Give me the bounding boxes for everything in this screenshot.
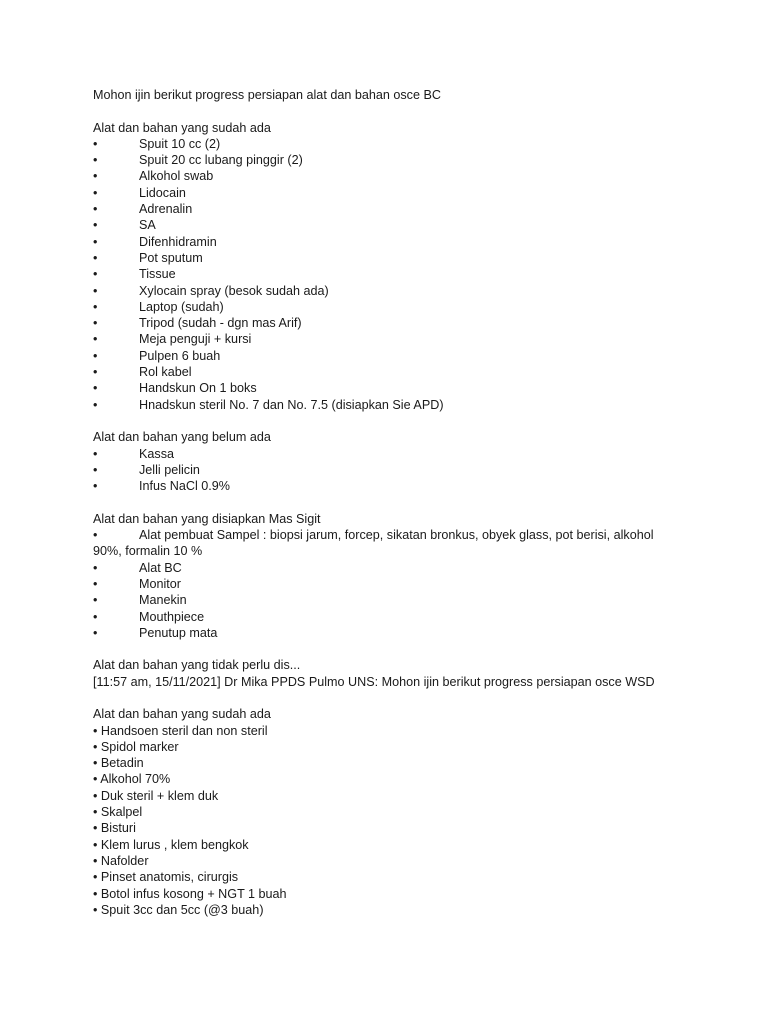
section-heading-mas-sigit: Alat dan bahan yang disiapkan Mas Sigit xyxy=(93,511,321,526)
list-item xyxy=(93,217,683,233)
list-item xyxy=(93,234,683,250)
bullet-glyph: • xyxy=(93,299,98,314)
bullet-glyph: • xyxy=(93,185,98,200)
list-item: • Duk steril + klem duk xyxy=(93,788,219,803)
list-item: • Betadin xyxy=(93,756,144,771)
list-item xyxy=(93,560,683,576)
list-item-text: Handskun On 1 boks xyxy=(139,381,257,396)
list-item-text: Adrenalin xyxy=(139,202,193,217)
list-item: • Pinset anatomis, cirurgis xyxy=(93,870,239,885)
bullet-glyph: • xyxy=(93,479,98,494)
list-item-text: Alkohol swab xyxy=(139,169,214,184)
intro-line: Mohon ijin berikut progress persiapan alat dan bahan osce BC xyxy=(93,88,441,102)
list-item: • Botol infus kosong + NGT 1 buah xyxy=(93,886,287,901)
list-item xyxy=(93,136,683,152)
list-item-text: Penutup mata xyxy=(139,625,218,640)
list-item: • Klem lurus , klem bengkok xyxy=(93,837,249,852)
list-item-text: Lidocain xyxy=(139,185,186,200)
list-item: • Spuit 3cc dan 5cc (@3 buah) xyxy=(93,902,264,917)
list-item-text: Pulpen 6 buah xyxy=(139,348,221,363)
list-item-text: Rol kabel xyxy=(139,365,192,380)
bullet-glyph: • xyxy=(93,153,98,168)
list-item-text: Manekin xyxy=(139,593,187,608)
bullet-glyph: • xyxy=(93,625,98,640)
bullet-glyph: • xyxy=(93,234,98,249)
list-item xyxy=(93,446,683,462)
list-item xyxy=(93,625,683,641)
list-ready-bc xyxy=(93,136,683,413)
list-item-text: Alat pembuat Sampel : biopsi jarum, forcep, sikatan bronkus, obyek glass, pot berisi, alkohol xyxy=(139,528,654,543)
list-item xyxy=(93,348,683,364)
spacer xyxy=(93,690,683,706)
list-item xyxy=(93,609,683,625)
bullet-glyph: • xyxy=(93,462,98,477)
list-item: • Skalpel xyxy=(93,805,143,820)
list-item xyxy=(93,250,683,266)
truncated-line: Alat dan bahan yang tidak perlu dis... xyxy=(93,658,301,673)
list-item xyxy=(93,168,683,184)
list-item xyxy=(93,364,683,380)
bullet-glyph: • xyxy=(93,136,98,151)
bullet-glyph: • xyxy=(93,528,98,543)
bullet-glyph: • xyxy=(93,332,98,347)
bullet-glyph: • xyxy=(93,446,98,461)
list-item xyxy=(93,462,683,478)
list-item xyxy=(93,527,683,543)
list-item xyxy=(93,283,683,299)
list-item xyxy=(93,478,683,494)
document-content xyxy=(93,87,683,918)
list-wsd xyxy=(93,723,683,919)
list-item xyxy=(93,266,683,282)
list-item-text: Spuit 20 cc lubang pinggir (2) xyxy=(139,153,303,168)
bullet-glyph: • xyxy=(93,381,98,396)
bullet-glyph: • xyxy=(93,576,98,591)
list-item: • Nafolder xyxy=(93,853,149,868)
list-item-text: Xylocain spray (besok sudah ada) xyxy=(139,283,329,298)
list-item xyxy=(93,592,683,608)
list-mas-sigit xyxy=(93,560,683,641)
list-item-text: SA xyxy=(139,218,156,233)
section-heading-ready-bc: Alat dan bahan yang sudah ada xyxy=(93,120,271,135)
list-item-text: Tripod (sudah - dgn mas Arif) xyxy=(139,316,302,331)
list-item-text: Hnadskun steril No. 7 dan No. 7.5 (disiapkan Sie APD) xyxy=(139,397,444,412)
bullet-glyph: • xyxy=(93,348,98,363)
list-item-text: Meja penguji + kursi xyxy=(139,332,252,347)
message-line: [11:57 am, 15/11/2021] Dr Mika PPDS Pulmo UNS: Mohon ijin berikut progress persiapan osce WSD xyxy=(93,674,655,689)
list-item-text: Mouthpiece xyxy=(139,609,205,624)
list-item xyxy=(93,299,683,315)
list-item-continuation: 90%, formalin 10 % xyxy=(93,544,203,559)
list-item: • Spidol marker xyxy=(93,739,179,754)
list-item xyxy=(93,576,683,592)
list-item-text: Pot sputum xyxy=(139,250,203,265)
list-item-text: Infus NaCl 0.9% xyxy=(139,479,230,494)
bullet-glyph: • xyxy=(93,283,98,298)
bullet-glyph: • xyxy=(93,397,98,412)
list-item xyxy=(93,380,683,396)
bullet-glyph: • xyxy=(93,250,98,265)
list-item-text: Kassa xyxy=(139,446,175,461)
bullet-glyph: • xyxy=(93,169,98,184)
bullet-glyph: • xyxy=(93,593,98,608)
list-item xyxy=(93,315,683,331)
list-item: • Alkohol 70% xyxy=(93,772,171,787)
spacer xyxy=(93,641,683,657)
list-item-text: Alat BC xyxy=(139,560,182,575)
list-item-text: Tissue xyxy=(139,267,176,282)
list-item: • Bisturi xyxy=(93,821,136,836)
bullet-glyph: • xyxy=(93,202,98,217)
list-item xyxy=(93,185,683,201)
bullet-glyph: • xyxy=(93,609,98,624)
list-item-text: Laptop (sudah) xyxy=(139,299,224,314)
bullet-glyph: • xyxy=(93,365,98,380)
bullet-glyph: • xyxy=(93,560,98,575)
list-item xyxy=(93,397,683,413)
spacer xyxy=(93,103,683,119)
section-heading-not-ready: Alat dan bahan yang belum ada xyxy=(93,430,271,445)
list-item xyxy=(93,331,683,347)
list-item-text: Monitor xyxy=(139,576,181,591)
spacer xyxy=(93,413,683,429)
list-item xyxy=(93,201,683,217)
list-item-text: Spuit 10 cc (2) xyxy=(139,136,221,151)
list-not-ready xyxy=(93,446,683,495)
list-item: • Handsoen steril dan non steril xyxy=(93,723,268,738)
list-item-text: Jelli pelicin xyxy=(139,462,200,477)
spacer xyxy=(93,494,683,510)
list-item xyxy=(93,152,683,168)
list-item-text: Difenhidramin xyxy=(139,234,217,249)
section-heading-wsd: Alat dan bahan yang sudah ada xyxy=(93,707,271,722)
bullet-glyph: • xyxy=(93,218,98,233)
bullet-glyph: • xyxy=(93,267,98,282)
bullet-glyph: • xyxy=(93,316,98,331)
